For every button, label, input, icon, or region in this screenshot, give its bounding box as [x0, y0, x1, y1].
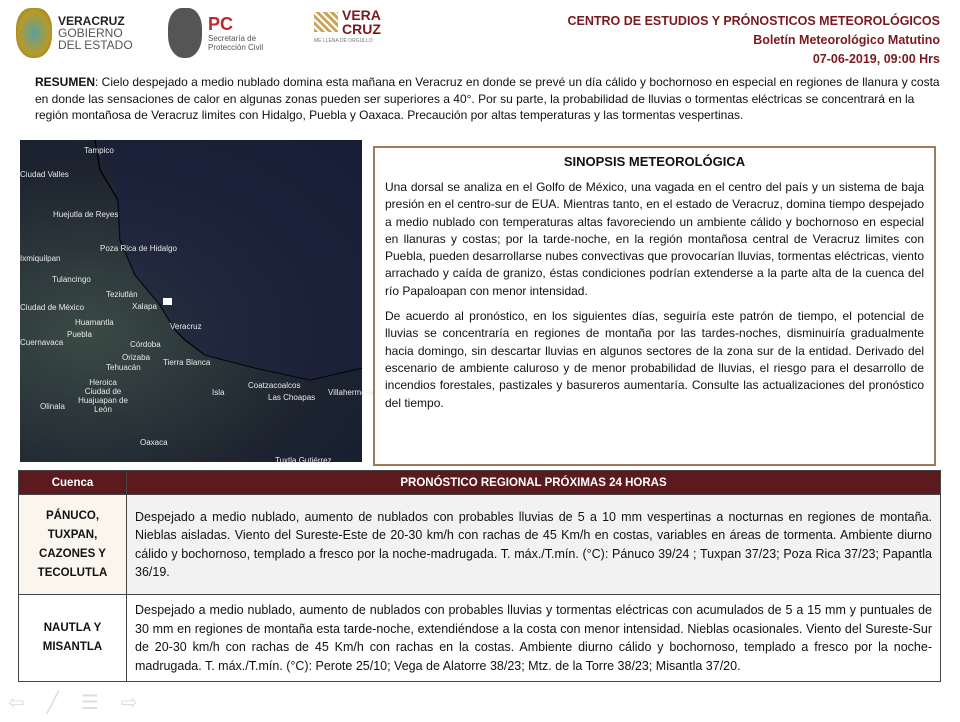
veracruz-government-logo	[16, 8, 133, 58]
map-label: Las Choapas	[268, 393, 316, 402]
bulletin-datetime: 07-06-2019, 09:00 Hrs	[812, 52, 940, 66]
logo-text: VERACRUZ	[58, 14, 125, 28]
map-label: Ixmiquilpan	[20, 254, 61, 263]
map-label: Puebla	[67, 330, 92, 339]
column-header-forecast: PRONÓSTICO REGIONAL PRÓXIMAS 24 HORAS	[127, 471, 941, 495]
map-label: Tehuacán	[106, 363, 141, 372]
logo-text: CRUZ	[342, 21, 381, 37]
summary	[35, 74, 940, 124]
summary-label: RESUMEN	[35, 75, 96, 89]
cuenca-cell: PÁNUCO, TUXPAN, CAZONES Y TECOLUTLA	[19, 495, 127, 595]
summary-text: : Cielo despejado a medio nublado domina esta mañana en Veracruz en donde se prevé un día cálido y bochornoso en especial en regiones de llanura y costa en donde las sensaciones de calor en algunas zonas pueden ser superiores a 40°. Por su parte, la probabilidad de lluvias o tormentas eléctricas se concentrará en la región montañosa de Veracruz limites con Hidalgo, Puebla y Oaxaca. Precaución por altas temperaturas y las tormentas vespertinas.	[35, 75, 940, 122]
map-label: Tuxtla Gutiérrez	[275, 456, 332, 465]
regional-forecast-table	[18, 470, 941, 682]
map-label: Teziutlán	[106, 290, 138, 299]
synopsis-title: SINOPSIS METEOROLÓGICA	[563, 154, 746, 169]
map-label: Orizaba	[122, 353, 151, 362]
forecast-cell: Despejado a medio nublado, aumento de nublados con probables lluvias de 5 a 10 mm vespertinas a nocturnas en regiones de montaña. Nieblas aisladas. Viento del Sureste-Este de 20-30 km/h con rachas de 45 Km/h en costas, variables en áreas de tormenta. Ambiente diurno cálido y bochornoso, templado a fresco por la noche-madrugada. T. máx./T.mín. (°C): Pánuco 39/24 ; Tuxpan 37/23; Poza Rica 37/23; Papantla 36/19.	[127, 495, 941, 595]
xalapa-flag-icon	[163, 298, 172, 305]
coat-of-arms-icon	[16, 8, 52, 58]
bulletin-header	[568, 12, 941, 69]
map-label: Ciudad Valles	[20, 170, 69, 179]
logo-text: Protección Civil	[208, 43, 264, 52]
map-label: Olinala	[40, 402, 65, 411]
logo-text: VERA	[342, 7, 381, 23]
forecast-cell: Despejado a medio nublado, aumento de nublados con probables lluvias y tormentas eléctricas con acumulados de 5 a 15 mm y puntuales de 30 mm en regiones de montaña esta tarde-noche, extendiéndose a la costa con menor intensidad. Nieblas ocasionales. Viento del Sureste-Sur de 20-30 km/h con rachas de 45 Km/h con rachas en la costas. Ambiente diurno cálido y bochornoso, templado a fresco por la noche-madrugada. T. máx./T.mín. (°C): Perote 25/10; Vega de Alatorre 38/23; Mtz. de la Torre 38/23; Misantla 37/20.	[127, 595, 941, 682]
table-header-row	[19, 471, 941, 495]
map-label: Veracruz	[170, 322, 202, 331]
synopsis-paragraph: Una dorsal se analiza en el Golfo de México, una vagada en el centro del país y un sistema de baja presión en el centro-sur de EUA. Mientras tanto, en el estado de Veracruz, domina tiempo despejado a medio nublado con temperaturas altas favoreciendo un ambiente cálido y bochornoso en especial en llanuras y costas; por la tarde-noche, en la región montañosa central de Veracruz limites con Puebla, pueden desarrollarse nubes convectivas que provocarían lluvias, tormentas eléctricas, viento arrachado y caída de granizo, éstas condiciones podrían extenderse a la parte alta de la cuenca del río Papaloapan con menor intensidad.	[385, 180, 924, 298]
column-header-cuenca: Cuenca	[19, 471, 127, 495]
proteccion-civil-logo	[168, 8, 263, 58]
pen-icon[interactable]: ╱	[46, 692, 59, 714]
slide-navigation	[8, 690, 138, 715]
bulletin-title: Boletín Meteorológico Matutino	[753, 33, 940, 47]
arrow-left-icon[interactable]: ⇦	[8, 692, 25, 714]
map-label: Huejutla de Reyes	[53, 210, 119, 219]
map-label: Córdoba	[130, 340, 161, 349]
table-row	[19, 495, 941, 595]
cuenca-cell: NAUTLA Y MISANTLA	[19, 595, 127, 682]
satellite-map	[20, 140, 375, 465]
shield-icon	[168, 8, 202, 58]
map-label: Tulancingo	[52, 275, 91, 284]
map-label: Isla	[212, 388, 225, 397]
arrow-right-icon[interactable]: ⇨	[120, 692, 138, 714]
map-label: Poza Rica de Hidalgo	[100, 244, 177, 253]
map-label: Huamantla	[75, 318, 114, 327]
map-label: Villahermosa	[328, 388, 375, 397]
pattern-icon	[314, 12, 338, 32]
map-label: Coatzacoalcos	[248, 381, 301, 390]
logo-text: GOBIERNO	[58, 26, 123, 40]
logo-text: PC	[208, 14, 234, 34]
map-label: Ciudad de México	[20, 303, 85, 312]
org-title: CENTRO DE ESTUDIOS Y PRÓNOSTICOS METEOROLÓGICOS	[567, 14, 940, 28]
table-row	[19, 595, 941, 682]
logo-text: Secretaría de	[208, 34, 257, 43]
logo-tagline: ME LLENA DE ORGULLO	[314, 38, 373, 44]
logo-text: DEL ESTADO	[58, 38, 133, 52]
map-label: Xalapa	[132, 302, 157, 311]
map-label: Tierra Blanca	[163, 358, 211, 367]
coastline	[20, 140, 362, 462]
synopsis-box	[373, 146, 936, 466]
veracruz-brand-logo	[314, 8, 381, 44]
map-label: Cuernavaca	[20, 338, 64, 347]
map-label: Tampico	[84, 146, 114, 155]
menu-icon[interactable]: ☰	[80, 692, 99, 714]
map-label: Oaxaca	[140, 438, 168, 447]
synopsis-paragraph: De acuerdo al pronóstico, en los siguientes días, seguiría este patrón de tiempo, el potencial de lluvias se concentraría en regiones de montaña por las tardes-noches, disminuiría gradualmente hacia domingo, sin descartar lluvias en algunos sectores de la zona sur de la entidad. Derivado del escenario de ambiente caluroso y de menor probabilidad de lluvias, el riesgo para el desarrollo de incendios forestales, pastizales y basureros aumentaría. Consulte las actualizaciones del pronóstico del tiempo.	[385, 309, 924, 410]
map-label: Heroica Ciudad de Huajuapan de León	[78, 378, 128, 414]
